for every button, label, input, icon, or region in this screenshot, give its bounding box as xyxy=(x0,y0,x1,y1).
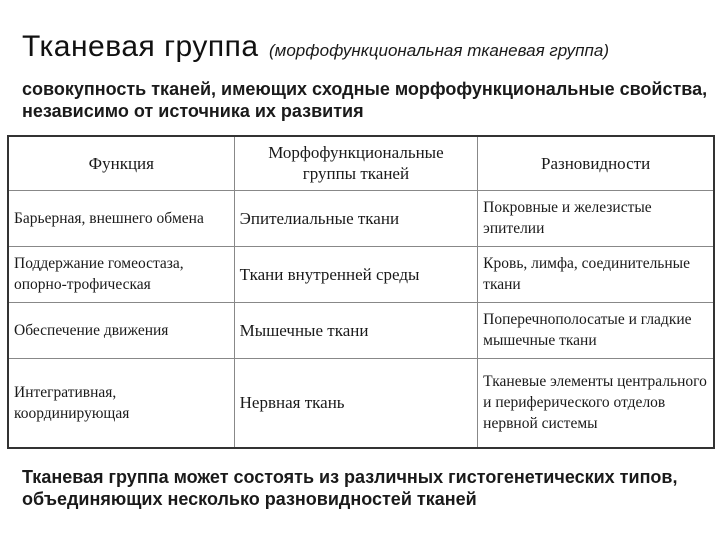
title-main: Тканевая группа xyxy=(22,30,259,63)
cell-varieties: Покровные и железистые эпителии xyxy=(478,190,714,246)
cell-group: Эпителиальные ткани xyxy=(234,190,478,246)
header-varieties: Разновидности xyxy=(478,136,714,190)
table-row xyxy=(8,190,714,246)
cell-function: Интегративная, координирующая xyxy=(8,358,234,448)
table-row xyxy=(8,246,714,302)
slide-title xyxy=(22,30,609,64)
cell-group: Ткани внутренней среды xyxy=(234,246,478,302)
table-row xyxy=(8,358,714,448)
cell-varieties: Поперечнополосатые и гладкие мышечные ткани xyxy=(478,302,714,358)
cell-varieties: Кровь, лимфа, соединительные ткани xyxy=(478,246,714,302)
header-groups: Морфофункциональные группы тканей xyxy=(234,136,478,190)
cell-function: Обеспечение движения xyxy=(8,302,234,358)
header-function: Функция xyxy=(8,136,234,190)
cell-function: Барьерная, внешнего обмена xyxy=(8,190,234,246)
footer-note: Тканевая группа может состоять из различных гистогенетических типов, объединяющих несколько разновидностей тканей xyxy=(22,467,678,509)
cell-varieties: Тканевые элементы центрального и периферического отделов нервной системы xyxy=(478,358,714,448)
cell-group: Мышечные ткани xyxy=(234,302,478,358)
table-row xyxy=(8,302,714,358)
cell-function: Поддержание гомеостаза, опорно-трофическая xyxy=(8,246,234,302)
table-header-row xyxy=(8,136,714,190)
tissue-groups-table xyxy=(7,135,715,449)
definition-text: совокупность тканей, имеющих сходные морфофункциональные свойства, независимо от источника их развития xyxy=(22,79,708,121)
title-subtitle: (морфофункциональная тканевая группа) xyxy=(269,41,609,60)
cell-group: Нервная ткань xyxy=(234,358,478,448)
